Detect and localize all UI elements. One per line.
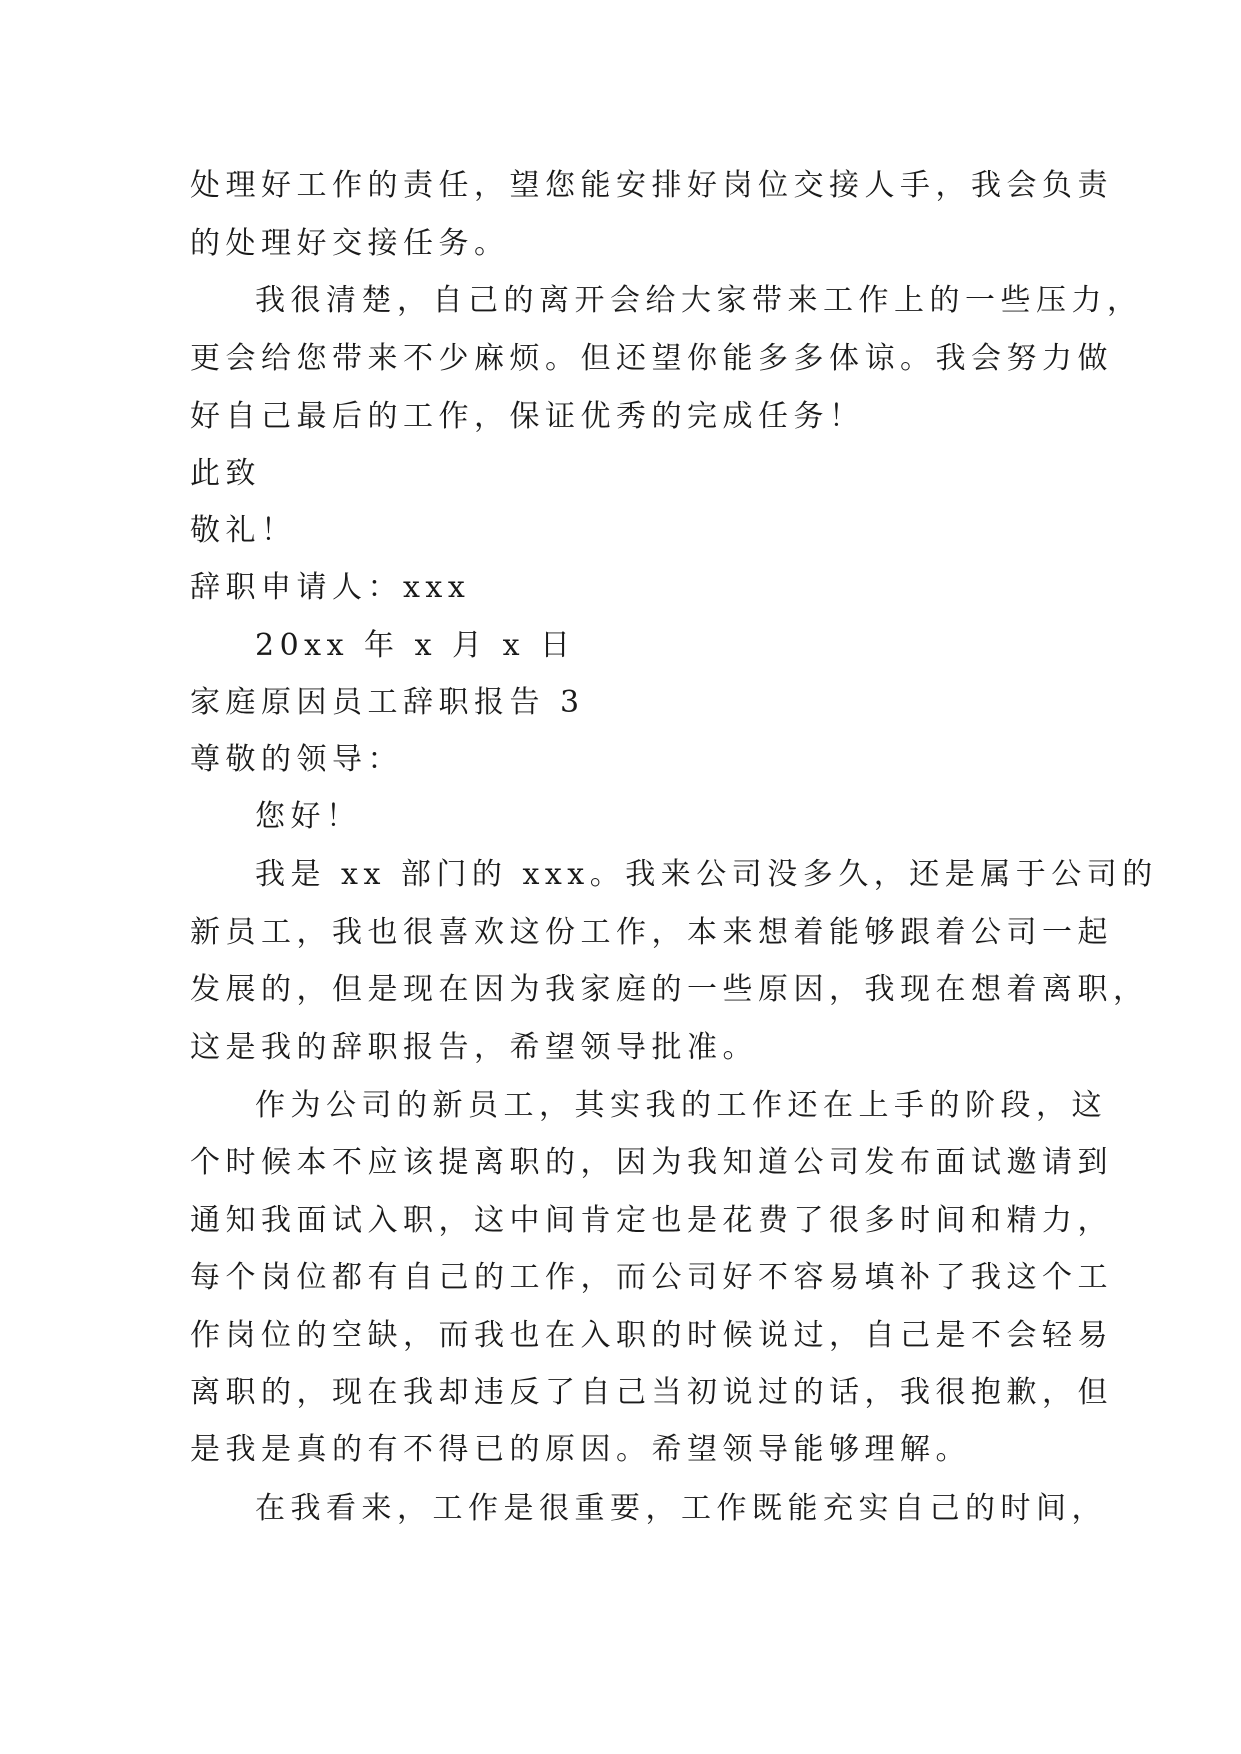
- text-line: 更会给您带来不少麻烦。但还望你能多多体谅。我会努力做: [190, 341, 1113, 376]
- text-line: 好自己最后的工作，保证优秀的完成任务！: [190, 399, 865, 434]
- text-line: 是我是真的有不得已的原因。希望领导能够理解。: [190, 1432, 971, 1467]
- paragraph-start-line: 作为公司的新员工，其实我的工作还在上手的阶段，这: [255, 1088, 1107, 1123]
- text-line: 每个岗位都有自己的工作，而公司好不容易填补了我这个工: [190, 1260, 1113, 1295]
- text-line: 作岗位的空缺，而我也在入职的时候说过，自己是不会轻易: [190, 1318, 1113, 1353]
- paragraph-start-line: 在我看来，工作是很重要，工作既能充实自己的时间，: [255, 1491, 1107, 1526]
- section-title: 家庭原因员工辞职报告 3: [190, 685, 585, 720]
- closing-line: 此致: [190, 456, 261, 491]
- text-line: 个时候本不应该提离职的，因为我知道公司发布面试邀请到: [190, 1145, 1113, 1180]
- closing-salutation: 敬礼！: [190, 513, 297, 548]
- date-line: 20xx 年 x 月 x 日: [255, 628, 576, 663]
- text-line: 通知我面试入职，这中间肯定也是花费了很多时间和精力，: [190, 1203, 1113, 1238]
- signature-line: 辞职申请人：xxx: [190, 570, 471, 605]
- text-line: 新员工，我也很喜欢这份工作，本来想着能够跟着公司一起: [190, 915, 1113, 950]
- text-line: 发展的，但是现在因为我家庭的一些原因，我现在想着离职，: [190, 972, 1149, 1007]
- text-line: 这是我的辞职报告，希望领导批准。: [190, 1030, 758, 1065]
- paragraph-start-line: 我很清楚，自己的离开会给大家带来工作上的一些压力，: [255, 283, 1143, 318]
- text-line: 的处理好交接任务。: [190, 226, 510, 261]
- paragraph-start-line: 我是 xx 部门的 xxx。我来公司没多久，还是属于公司的: [255, 857, 1158, 892]
- text-line: 离职的，现在我却违反了自己当初说过的话，我很抱歉，但: [190, 1375, 1113, 1410]
- greeting: 您好！: [255, 799, 362, 834]
- text-line: 处理好工作的责任，望您能安排好岗位交接人手，我会负责: [190, 168, 1113, 203]
- salutation: 尊敬的领导：: [190, 742, 403, 777]
